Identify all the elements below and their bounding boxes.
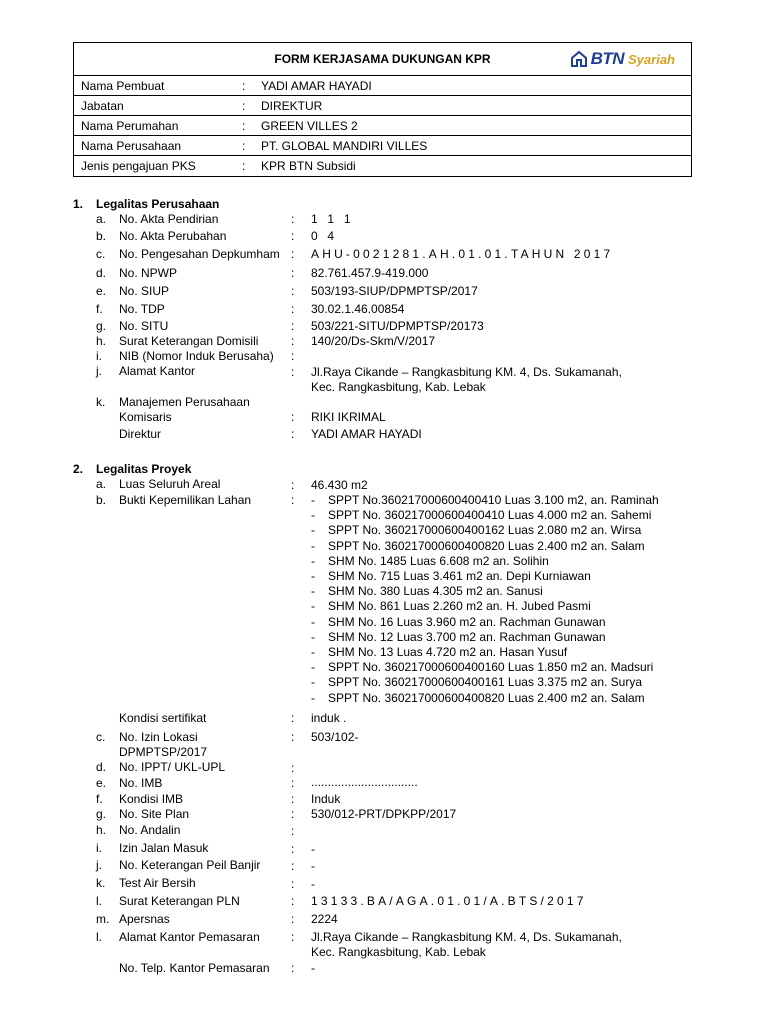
item-value: 503/221-SITU/DPMPTSP/20173 <box>311 319 484 333</box>
colon: : <box>291 761 295 775</box>
colon: : <box>291 894 295 908</box>
colon: : <box>291 824 295 838</box>
header-table <box>73 42 692 177</box>
bukti-item: SHM No. 12 Luas 3.700 m2 an. Rachman Gunawan <box>328 629 606 644</box>
item-value: 2224 <box>311 912 338 926</box>
item-letter: j. <box>96 364 102 378</box>
colon: : <box>291 365 295 379</box>
item-label: No. IMB <box>119 776 163 790</box>
item-letter: h. <box>96 823 107 837</box>
bukti-dash: - <box>311 538 315 553</box>
item-label: No. NPWP <box>119 266 178 280</box>
section2-title: Legalitas Proyek <box>96 462 192 476</box>
bukti-dash: - <box>311 629 315 644</box>
bukti-item: SPPT No. 360217000600400820 Luas 2.400 m2 an. Salam <box>328 538 645 553</box>
header-row <box>74 136 691 156</box>
item-value: Jl.Raya Cikande – Rangkasbitung KM. 4, Ds. Sukamanah, <box>311 365 622 379</box>
item-letter: i. <box>96 349 102 363</box>
item-label: No. Izin Lokasi <box>119 730 198 744</box>
header-row <box>74 156 691 176</box>
item-letter: a. <box>96 212 107 226</box>
item-value: 503/102- <box>311 730 359 744</box>
item-value: 46.430 m2 <box>311 478 368 492</box>
item-label: Alamat Kantor <box>119 364 196 378</box>
bukti-item: SHM No. 13 Luas 4.720 m2 an. Hasan Yusuf <box>328 645 568 659</box>
colon: : <box>242 79 246 93</box>
colon: : <box>291 212 295 226</box>
colon: : <box>291 266 295 280</box>
logo-main-text: BTN <box>590 49 625 68</box>
header-row-value: PT. GLOBAL MANDIRI VILLES <box>261 139 428 153</box>
bukti-item: SPPT No. 360217000600400161 Luas 3.375 m2 an. Surya <box>328 675 643 690</box>
item-label: Alamat Kantor Pemasaran <box>119 930 260 944</box>
bukti-dash: - <box>311 660 315 675</box>
item-value-line2: Kec. Rangkasbitung, Kab. Lebak <box>311 380 486 394</box>
header-row-label: Nama Pembuat <box>81 79 165 93</box>
item-label-line2: DPMPTSP/2017 <box>119 745 208 759</box>
bukti-item: SPPT No.360217000600400410 Luas 3.100 m2, an. Raminah <box>328 493 659 507</box>
komisaris-value: RIKI IKRIMAL <box>311 410 386 424</box>
item-letter: e. <box>96 776 107 790</box>
bukti-item: SHM No. 861 Luas 2.260 m2 an. H. Jubed Pasmi <box>328 599 591 614</box>
colon: : <box>242 119 246 133</box>
colon: : <box>291 349 295 363</box>
colon: : <box>291 427 295 441</box>
item-value: 82.761.457.9-419.000 <box>311 266 429 280</box>
item-letter: a. <box>96 477 107 491</box>
btn-house-icon <box>570 50 588 68</box>
item-label: Izin Jalan Masuk <box>119 841 209 855</box>
item-label: No. Akta Pendirian <box>119 212 219 226</box>
item-label: No. Site Plan <box>119 807 190 821</box>
bukti-dash: - <box>311 569 315 583</box>
bukti-dash: - <box>311 523 315 538</box>
item-letter: g. <box>96 807 107 821</box>
item-value: ................................ <box>311 775 418 789</box>
item-value: - <box>311 842 315 856</box>
colon: : <box>291 493 295 507</box>
item-value: 13133.BA/AGA.01.01/A.BTS/2017 <box>311 894 587 908</box>
bukti-dash: - <box>311 508 315 523</box>
colon: : <box>291 807 295 821</box>
colon: : <box>291 842 295 856</box>
item-label: Kondisi IMB <box>119 792 184 806</box>
item-letter: c. <box>96 730 106 744</box>
item-letter: j. <box>96 858 102 872</box>
bukti-item: SPPT No. 360217000600400160 Luas 1.850 m2 an. Madsuri <box>328 660 654 675</box>
kondisi-sertifikat-value: induk . <box>311 711 347 725</box>
colon: : <box>291 859 295 873</box>
item-label: No. SIUP <box>119 284 170 298</box>
item-value: - <box>311 877 315 891</box>
bukti-item: SPPT No. 360217000600400410 Luas 4.000 m2 an. Sahemi <box>328 508 652 523</box>
logo-sub-text: Syariah <box>628 51 675 67</box>
header-row-value: YADI AMAR HAYADI <box>261 79 372 93</box>
komisaris-label: Komisaris <box>119 410 172 424</box>
item-letter: h. <box>96 334 107 348</box>
colon: : <box>291 247 295 261</box>
colon: : <box>291 961 295 975</box>
item-value: 140/20/Ds-Skm/V/2017 <box>311 334 436 348</box>
colon: : <box>291 334 295 348</box>
item-letter: m. <box>96 912 110 926</box>
bukti-dash: - <box>311 599 315 614</box>
colon: : <box>291 730 295 744</box>
item-label: Surat Keterangan Domisili <box>119 334 259 348</box>
header-row-value: KPR BTN Subsidi <box>261 159 356 173</box>
bukti-item: SHM No. 380 Luas 4.305 m2 an. Sanusi <box>328 584 543 599</box>
telp-label: No. Telp. Kantor Pemasaran <box>119 961 270 975</box>
colon: : <box>291 930 295 944</box>
item-value: Induk <box>311 792 341 806</box>
item-label: No. Keterangan Peil Banjir <box>119 858 261 872</box>
item-letter: l. <box>96 894 102 908</box>
item-value: - <box>311 859 315 873</box>
item-letter: d. <box>96 266 107 280</box>
telp-value: - <box>311 961 315 975</box>
item-letter: b. <box>96 493 107 507</box>
colon: : <box>291 229 295 243</box>
item-letter: f. <box>96 302 103 316</box>
item-value: 0 4 <box>311 229 338 243</box>
item-letter: g. <box>96 319 107 333</box>
item-letter: e. <box>96 284 107 298</box>
item-value: 1 1 1 <box>311 212 354 226</box>
bukti-item: SPPT No. 360217000600400162 Luas 2.080 m2 an. Wirsa <box>328 523 642 538</box>
header-row-value: DIREKTUR <box>261 99 323 113</box>
bukti-dash: - <box>311 584 315 599</box>
item-label: No. TDP <box>119 302 165 316</box>
item-label: NIB (Nomor Induk Berusaha) <box>119 349 274 363</box>
bukti-item: SHM No. 715 Luas 3.461 m2 an. Depi Kurniawan <box>328 569 591 583</box>
colon: : <box>291 410 295 424</box>
item-letter: k. <box>96 395 106 409</box>
item-label: No. Akta Perubahan <box>119 229 227 243</box>
header-row <box>74 116 691 136</box>
item-label: No. Andalin <box>119 823 181 837</box>
item-letter: i. <box>96 841 102 855</box>
section1-number: 1. <box>73 197 84 211</box>
bukti-dash: - <box>311 614 315 629</box>
item-label: No. SITU <box>119 319 169 333</box>
item-value: AHU-0021281.AH.01.01.TAHUN 2017 <box>311 247 614 261</box>
colon: : <box>291 776 295 790</box>
item-label: Manajemen Perusahaan <box>119 395 250 409</box>
header-title-row <box>74 43 691 76</box>
colon: : <box>291 877 295 891</box>
item-letter: b. <box>96 229 107 243</box>
colon: : <box>291 792 295 806</box>
item-value: Jl.Raya Cikande – Rangkasbitung KM. 4, Ds. Sukamanah, <box>311 930 622 944</box>
item-letter: f. <box>96 792 103 806</box>
header-row-value: GREEN VILLES 2 <box>261 119 358 133</box>
btn-syariah-logo <box>570 49 675 69</box>
direktur-label: Direktur <box>119 427 162 441</box>
item-label: No. Pengesahan Depkumham <box>119 247 280 261</box>
item-label: Surat Keterangan PLN <box>119 894 240 908</box>
item-letter: k. <box>96 876 106 890</box>
colon: : <box>242 159 246 173</box>
item-label: Bukti Kepemilikan Lahan <box>119 493 252 507</box>
colon: : <box>242 99 246 113</box>
bukti-item: SHM No. 1485 Luas 6.608 m2 an. Solihin <box>328 553 549 568</box>
bukti-dash: - <box>311 493 315 507</box>
item-label: Test Air Bersih <box>119 876 196 890</box>
kondisi-sertifikat-label: Kondisi sertifikat <box>119 711 207 725</box>
bukti-dash: - <box>311 675 315 690</box>
colon: : <box>291 302 295 316</box>
item-letter: d. <box>96 760 107 774</box>
item-letter: l. <box>96 930 102 944</box>
header-row-label: Jabatan <box>81 99 124 113</box>
item-label: Apersnas <box>119 912 170 926</box>
form-title: FORM KERJASAMA DUKUNGAN KPR <box>274 52 491 66</box>
item-value: 530/012-PRT/DPKPP/2017 <box>311 807 457 821</box>
colon: : <box>242 139 246 153</box>
colon: : <box>291 319 295 333</box>
item-value: 30.02.1.46.00854 <box>311 302 405 316</box>
colon: : <box>291 284 295 298</box>
direktur-value: YADI AMAR HAYADI <box>311 427 422 441</box>
item-letter: c. <box>96 247 106 261</box>
header-row <box>74 76 691 96</box>
bukti-item: SHM No. 16 Luas 3.960 m2 an. Rachman Gunawan <box>328 614 606 629</box>
colon: : <box>291 912 295 926</box>
bukti-dash: - <box>311 645 315 659</box>
header-row-label: Jenis pengajuan PKS <box>81 159 196 173</box>
item-label: No. IPPT/ UKL-UPL <box>119 760 226 774</box>
item-value-line2: Kec. Rangkasbitung, Kab. Lebak <box>311 945 486 959</box>
item-value: 503/193-SIUP/DPMPTSP/2017 <box>311 284 478 298</box>
bukti-item: SPPT No. 360217000600400820 Luas 2.400 m2 an. Salam <box>328 690 645 705</box>
section1-title: Legalitas Perusahaan <box>96 197 220 211</box>
colon: : <box>291 711 295 725</box>
header-row-label: Nama Perumahan <box>81 119 179 133</box>
header-row-label: Nama Perusahaan <box>81 139 182 153</box>
section2-number: 2. <box>73 462 84 476</box>
header-row <box>74 96 691 116</box>
bukti-dash: - <box>311 690 315 705</box>
item-label: Luas Seluruh Areal <box>119 477 221 491</box>
bukti-dash: - <box>311 553 315 568</box>
colon: : <box>291 478 295 492</box>
